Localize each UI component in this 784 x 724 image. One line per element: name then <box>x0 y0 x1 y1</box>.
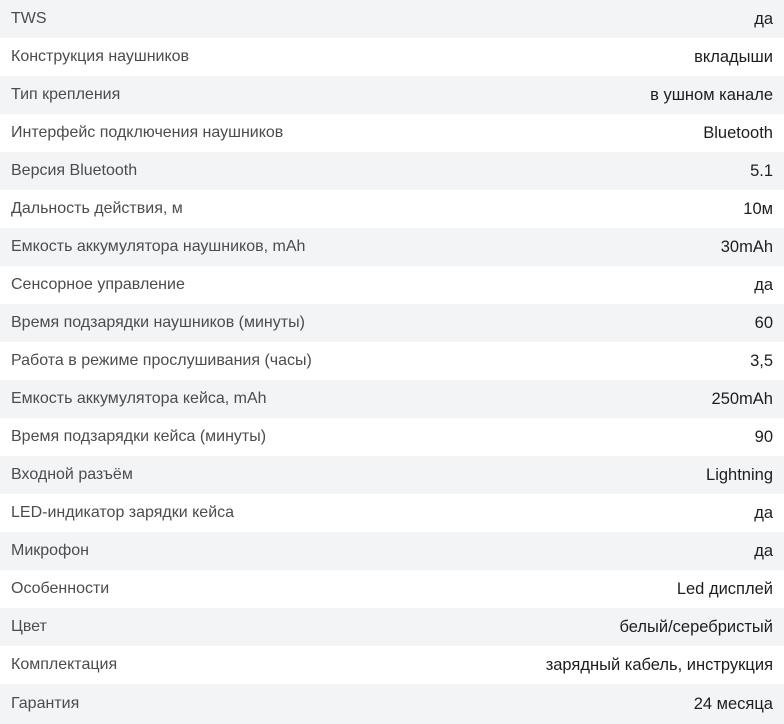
spec-row-led-indicator <box>0 494 784 532</box>
spec-row-features <box>0 570 784 608</box>
spec-value: 3,5 <box>750 351 773 370</box>
spec-label: Входной разъём <box>11 466 133 483</box>
spec-label: Емкость аккумулятора наушников, mAh <box>11 238 306 255</box>
spec-row-case-charge-time <box>0 418 784 456</box>
spec-value: 10м <box>743 199 773 218</box>
spec-value: зарядный кабель, инструкция <box>545 655 773 674</box>
spec-row-range <box>0 190 784 228</box>
spec-label: Гарантия <box>11 695 80 712</box>
spec-label: Цвет <box>11 618 47 635</box>
spec-row-package-contents <box>0 646 784 684</box>
spec-value: вкладыши <box>694 47 773 66</box>
spec-row-interface <box>0 114 784 152</box>
spec-row-earbud-charge-time <box>0 304 784 342</box>
spec-row-warranty <box>0 684 784 724</box>
spec-label: Сенсорное управление <box>11 276 185 293</box>
spec-label: Время подзарядки кейса (минуты) <box>11 428 267 445</box>
spec-label: Работа в режиме прослушивания (часы) <box>11 352 312 369</box>
spec-value: да <box>754 541 773 560</box>
spec-label: Емкость аккумулятора кейса, mAh <box>11 390 267 407</box>
spec-row-mount-type <box>0 76 784 114</box>
spec-row-construction <box>0 38 784 76</box>
spec-value: 90 <box>754 427 773 446</box>
spec-value: Led дисплей <box>676 579 773 598</box>
spec-label: LED-индикатор зарядки кейса <box>11 504 235 521</box>
spec-row-bluetooth-version <box>0 152 784 190</box>
spec-value: 250mAh <box>711 389 773 408</box>
spec-label: Тип крепления <box>11 86 121 103</box>
spec-row-microphone <box>0 532 784 570</box>
spec-label: Особенности <box>11 580 110 597</box>
spec-label: Дальность действия, м <box>11 200 183 217</box>
spec-label: Интерфейс подключения наушников <box>11 124 284 141</box>
spec-label: Версия Bluetooth <box>11 162 138 179</box>
spec-row-touch-control <box>0 266 784 304</box>
spec-label: Конструкция наушников <box>11 48 190 65</box>
spec-value: 60 <box>754 313 773 332</box>
spec-label: TWS <box>11 10 47 27</box>
spec-label: Микрофон <box>11 542 89 559</box>
spec-value: Lightning <box>706 465 773 484</box>
spec-row-case-battery <box>0 380 784 418</box>
spec-value: да <box>754 503 773 522</box>
spec-label: Время подзарядки наушников (минуты) <box>11 314 305 331</box>
spec-row-color <box>0 608 784 646</box>
spec-row-input-port <box>0 456 784 494</box>
spec-value: 5.1 <box>750 161 773 180</box>
spec-value: 24 месяца <box>693 694 773 713</box>
spec-label: Комплектация <box>11 656 118 673</box>
spec-row-earbud-battery <box>0 228 784 266</box>
spec-value: да <box>754 9 773 28</box>
spec-value: белый/серебристый <box>619 617 773 636</box>
spec-row-tws <box>0 0 784 38</box>
spec-value: да <box>754 275 773 294</box>
spec-row-playback-time <box>0 342 784 380</box>
spec-value: 30mAh <box>720 237 773 256</box>
spec-value: в ушном канале <box>650 85 773 104</box>
spec-value: Bluetooth <box>703 123 773 142</box>
